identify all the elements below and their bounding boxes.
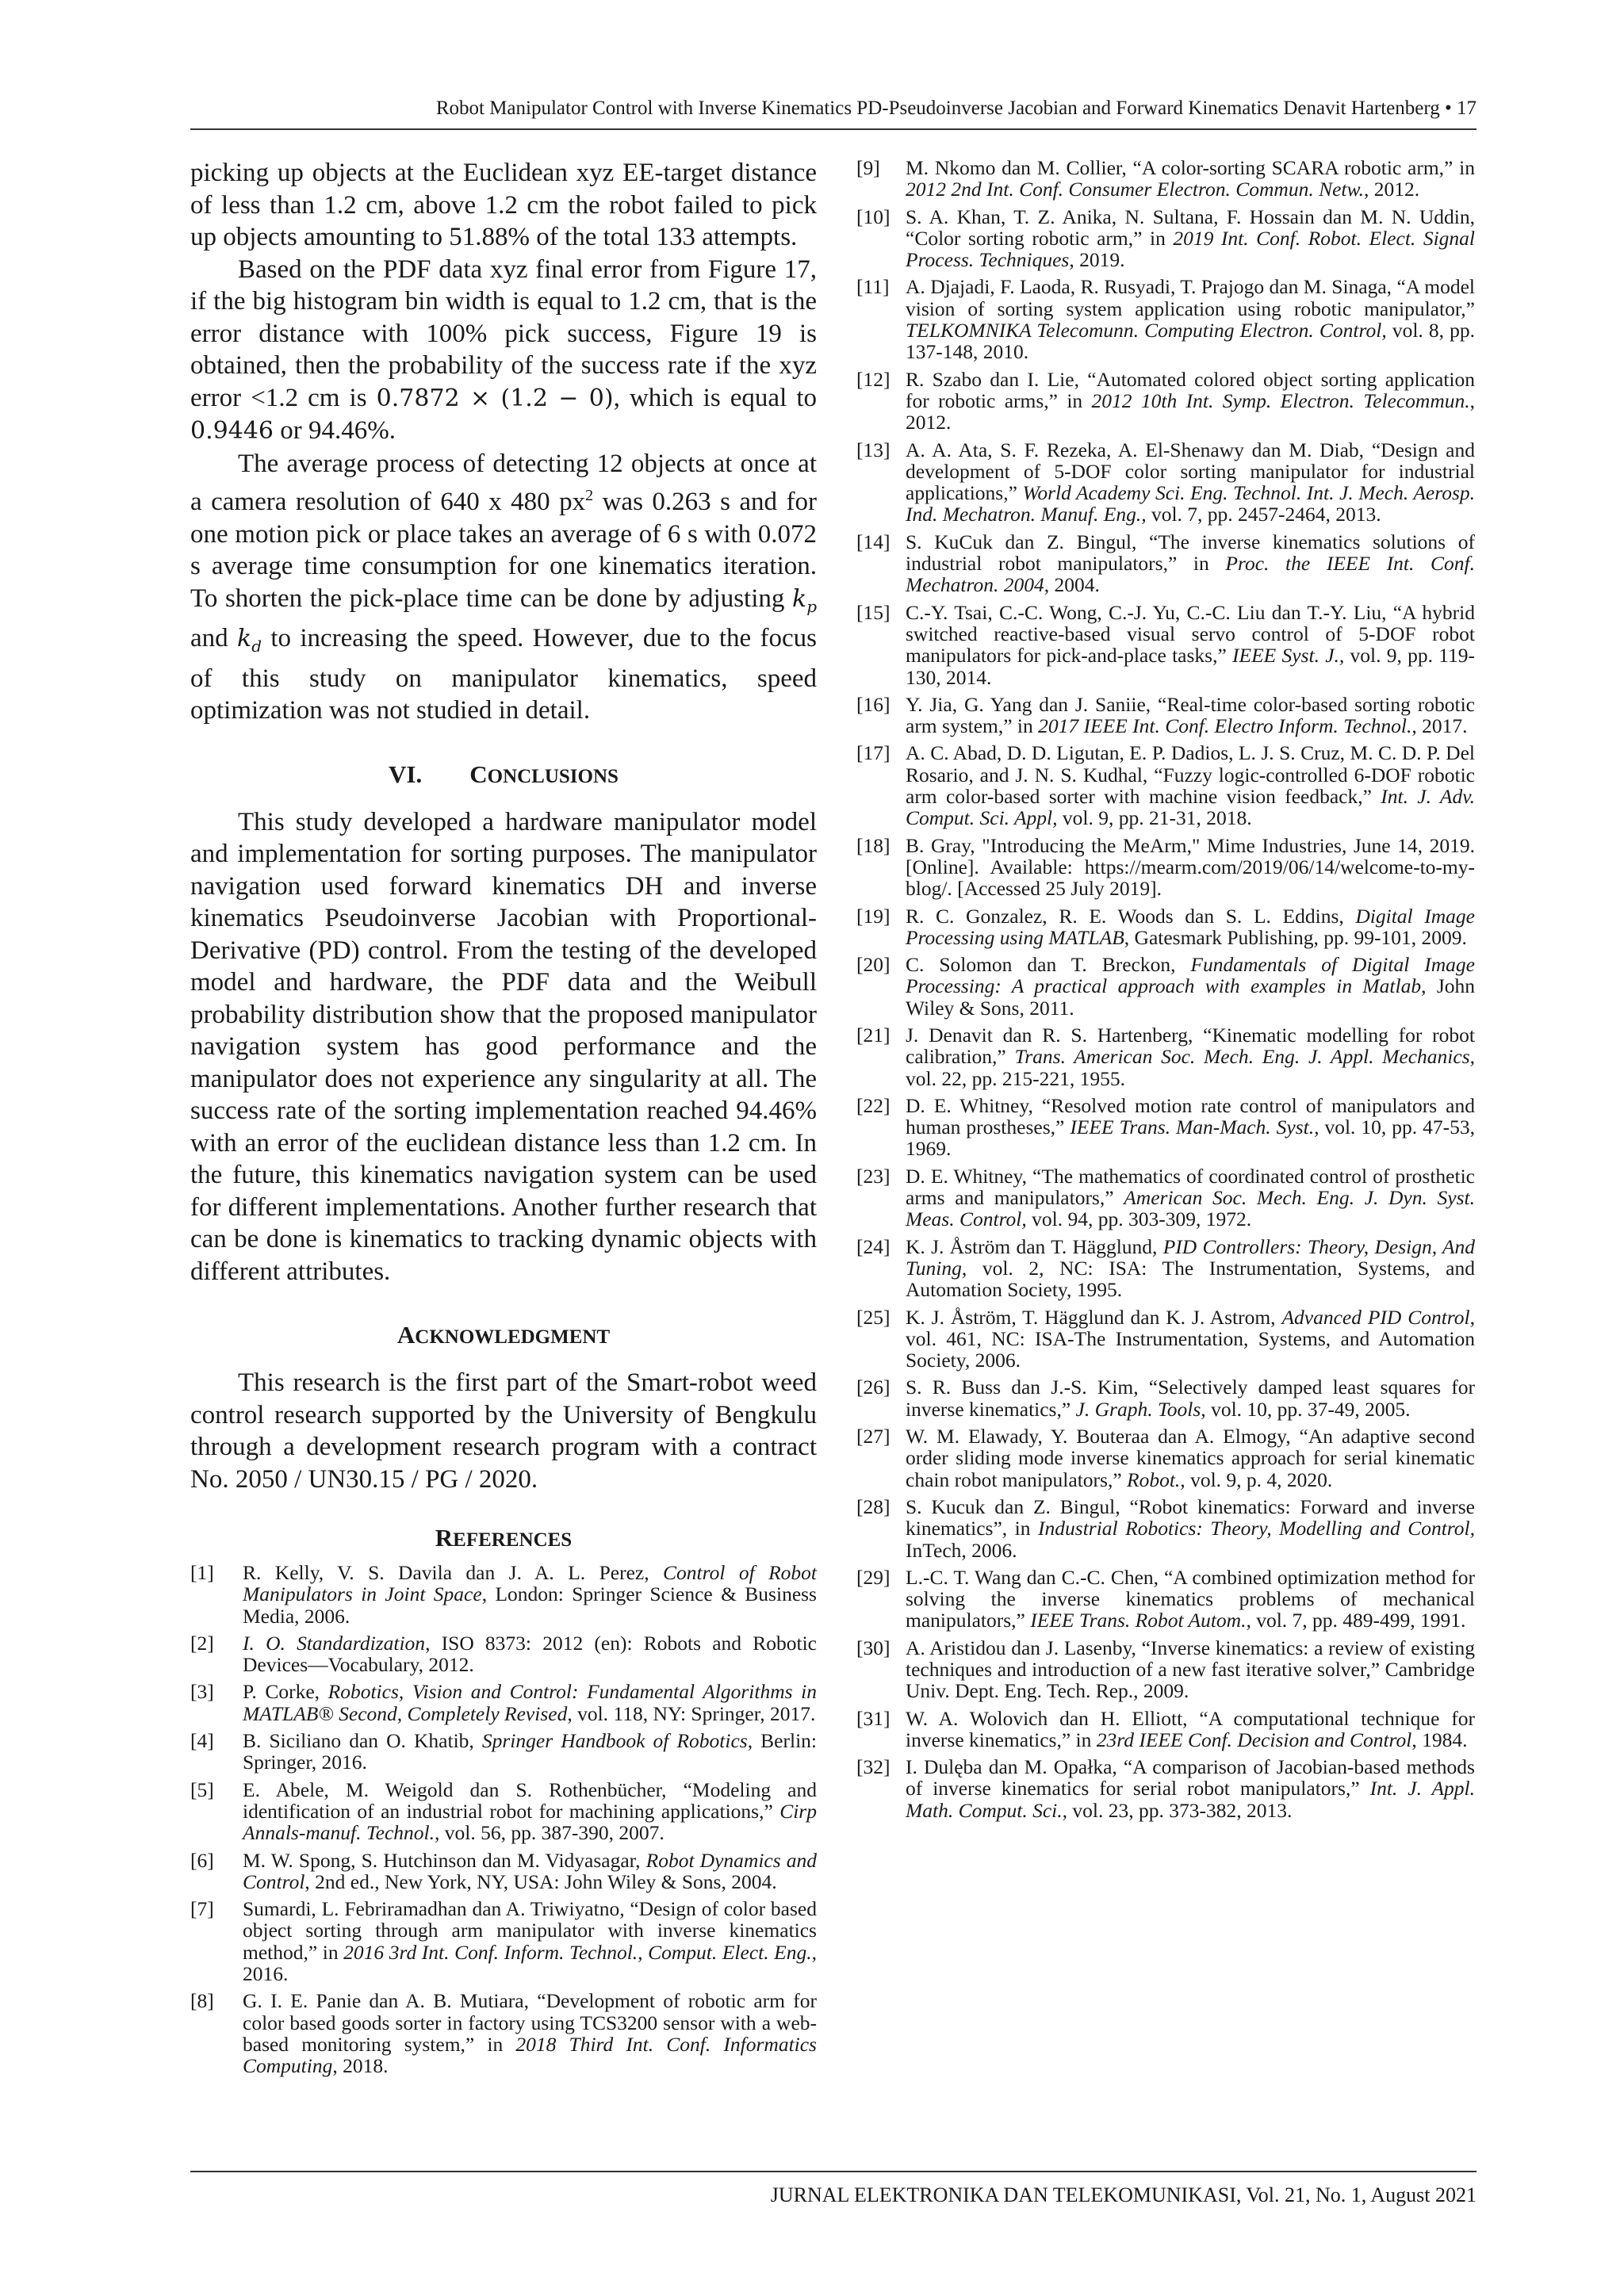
right-column (856, 157, 1475, 1827)
reference-text-italic: Int. J. Adv. Comput. Sci. Appl, (906, 785, 1476, 830)
reference-text-italic: J. Graph. Tools, (1075, 1397, 1206, 1421)
refs-title-rest: EFERENCES (453, 1529, 573, 1551)
reference-item (856, 1165, 1475, 1230)
reference-text (906, 1376, 1475, 1420)
reference-text-plain: A. Aristidou dan J. Lasenby, “Inverse kinematics: a review of existing techniques and introduction of a new fast iterative solver,” Cambridge Univ. Dept. Eng. Tech. Rep., 2009. (906, 1636, 1475, 1703)
reference-number: [29] (856, 1565, 891, 1589)
reference-text-plain: R. Kelly, V. S. Davila dan J. A. L. Perez, (243, 1561, 663, 1584)
reference-text-tail: , Berlin: Springer, 2016. (243, 1729, 817, 1774)
kd-symbol-sub: d (251, 637, 262, 656)
paragraph-2 (190, 254, 817, 448)
section-heading-conclusions (190, 760, 817, 789)
reference-text-tail: , 2004. (1044, 573, 1100, 597)
reference-text-plain: A. Djajadi, F. Laoda, R. Rusyadi, T. Prajogo dan M. Sinaga, “A model vision of sorting system application using robotic manipulator,” (906, 275, 1475, 320)
reference-text (243, 1850, 817, 1893)
reference-text-plain: K. J. Åström dan T. Hägglund, (906, 1234, 1163, 1258)
reference-text (906, 1024, 1475, 1089)
reference-text (243, 1779, 817, 1844)
reference-item (856, 602, 1475, 688)
reference-text (906, 1496, 1475, 1561)
paragraph-3-text-d: to increasing the speed. However, due to the focus of this study on manipulator kinematics, speed optimization was not studied in detail. (190, 624, 818, 725)
reference-text (906, 531, 1475, 596)
ack-title-rest: CKNOWLEDGMENT (415, 1326, 611, 1348)
reference-text-tail: , 2012. (1363, 178, 1420, 201)
paragraph-3-text-c: and (190, 624, 237, 652)
reference-text (906, 206, 1475, 271)
superscript-2: 2 (585, 487, 594, 504)
reference-text-italic: 2016 3rd Int. Conf. Inform. Technol., Comput. Elect. Eng. (343, 1940, 812, 1964)
reference-text-plain: S. A. Khan, T. Z. Anika, N. Sultana, F. Hossain dan M. N. Uddin, “Color sorting robotic arm,” in (906, 205, 1475, 250)
reference-text-plain: E. Abele, M. Weigold dan S. Rothenbücher, “Modeling and identification of an industrial robot for machining applications,” (243, 1777, 817, 1823)
reference-item (856, 1425, 1475, 1490)
reference-text-tail: , 2016. (243, 1940, 818, 1986)
kd-symbol (237, 625, 262, 656)
reference-text-plain: G. I. E. Panie dan A. B. Mutiara, “Development of robotic arm for color based goods sorter in factory using TCS3200 sensor with a web-based monitoring system,” in (243, 1989, 817, 2056)
reference-text-italic: IEEE Syst. J., (1232, 644, 1345, 668)
paragraph-2-text-a: Based on the PDF data xyz final error from Figure 17, if the big histogram bin width is equal to 1.2 cm, that is the error distance with 100% pick success, Figure 19 is obtained, then the probability of the success rate if the xyz error <1.2 cm is (190, 254, 817, 412)
reference-text (243, 1990, 817, 2076)
kp-symbol-k: k (792, 584, 807, 613)
formula-success-probability: 0.7872 × (1.2 − 0) (376, 384, 614, 412)
reference-text-tail: , John Wiley & Sons, 2011. (906, 974, 1475, 1020)
reference-text-italic: I. O. Standardization (243, 1631, 426, 1655)
reference-text-italic: Industrial Robotics: Theory, Modelling and Control, (1038, 1517, 1475, 1540)
reference-item (856, 1376, 1475, 1420)
reference-text-tail: vol. 94, pp. 303-309, 1972. (1026, 1207, 1252, 1231)
paragraph-acknowledgment: This research is the first part of the Smart-robot weed control research supported by the University of Bengkulu through a development research program with a contract No. 2050 / UN30.15 / PG / 2020. (190, 1368, 817, 1494)
reference-number: [19] (856, 904, 891, 928)
reference-item (856, 1307, 1475, 1372)
reference-number: [12] (856, 367, 891, 391)
paragraph-2-text-b: , which is equal to (613, 383, 817, 412)
reference-text-italic: PID Controllers: Theory, Design, And Tuning (906, 1234, 1475, 1280)
reference-text-plain: S. R. Buss dan J.-S. Kim, “Selectively damped least squares for inverse kinematics,” (906, 1376, 1475, 1421)
reference-text-italic: 2017 IEEE Int. Conf. Electro Inform. Technol. (1038, 714, 1412, 738)
reference-item (856, 1496, 1475, 1561)
reference-item (856, 439, 1475, 526)
reference-text (906, 1236, 1475, 1301)
reference-text (906, 954, 1475, 1019)
reference-text-italic: TELKOMNIKA Telecomunn. Computing Electron. Control, (906, 319, 1387, 342)
reference-item (856, 694, 1475, 737)
reference-text-tail: vol. 9, p. 4, 2020. (1185, 1468, 1333, 1491)
reference-item (190, 1562, 817, 1627)
reference-text-italic: IEEE Trans. Robot Autom., (1030, 1609, 1251, 1632)
reference-text-italic: World Academy Sci. Eng. Technol. Int. J. Mech. Aerosp. Ind. Mechatron. Manuf. Eng., (906, 481, 1475, 526)
reference-number: [15] (856, 600, 891, 624)
reference-number: [26] (856, 1376, 891, 1399)
section-title-cap: C (469, 760, 488, 788)
reference-text-tail: , 2018. (332, 2054, 389, 2078)
reference-number: [4] (190, 1729, 214, 1753)
reference-text-tail: vol. 56, pp. 387-390, 2007. (439, 1821, 665, 1845)
reference-text-plain: C. Solomon dan T. Breckon, (906, 953, 1191, 977)
reference-text-tail: vol. 10, pp. 37-49, 2005. (1205, 1397, 1411, 1421)
reference-text (243, 1681, 817, 1724)
reference-item (856, 905, 1475, 949)
reference-text-plain: C.-Y. Tsai, C.-C. Wong, C.-J. Yu, C.-C. Liu dan T.-Y. Liu, “A hybrid switched reactive-based visual servo control of 5-DOF robot manipulators for pick-and-place tasks,” (906, 600, 1475, 668)
reference-text-tail: , vol. 2, NC: ISA: The Instrumentation, Systems, and Automation Society, 1995. (906, 1256, 1475, 1302)
reference-number: [18] (856, 833, 891, 857)
reference-text-tail: vol. 7, pp. 2457-2464, 2013. (1146, 503, 1381, 526)
reference-number: [16] (856, 692, 891, 716)
kd-symbol-k: k (237, 625, 252, 652)
reference-item (190, 1681, 817, 1724)
reference-text-plain: W. M. Elawady, Y. Bouteraa dan A. Elmogy, “An adaptive second order sliding mode inverse kinematics approach for serial kinematic chain robot manipulators,” (906, 1425, 1475, 1491)
reference-text-tail: , London: Springer Science & Business Media, 2006. (243, 1582, 817, 1628)
reference-number: [10] (856, 205, 891, 228)
paragraph-3-text-a: The average process of detecting 12 objects at once at a camera resolution of 640 x 480 px (190, 449, 817, 516)
reference-text (906, 1637, 1475, 1702)
reference-item (856, 531, 1475, 596)
reference-text (243, 1730, 817, 1774)
reference-text-tail: , 2012. (906, 388, 1475, 434)
reference-text-italic: Trans. American Soc. Mech. Eng. J. Appl. Mechanics, (1014, 1045, 1475, 1069)
reference-text (906, 439, 1475, 526)
reference-number: [7] (190, 1897, 214, 1921)
reference-text-plain: A. C. Abad, D. D. Ligutan, E. P. Dadios, L. J. S. Cruz, M. C. D. P. Del Rosario, and J. N. S. Kudhal, “Fuzzy logic-controlled 6-DOF robotic arm color-based sorter with machine vision feedback,” (906, 741, 1475, 809)
reference-text-plain: M. Nkomo dan M. Collier, “A color-sorting SCARA robotic arm,” in (906, 156, 1475, 179)
reference-text (906, 276, 1475, 362)
reference-item (856, 206, 1475, 271)
reference-item (190, 1990, 817, 2076)
reference-number: [31] (856, 1706, 891, 1730)
reference-text (906, 1165, 1475, 1230)
reference-text-plain: R. Szabo dan I. Lie, “Automated colored object sorting application for robotic arms,” in (906, 367, 1475, 412)
reference-text-plain: B. Siciliano dan O. Khatib, (243, 1729, 482, 1753)
reference-text-tail: vol. 8, pp. 137-148, 2010. (906, 319, 1475, 364)
reference-text (906, 1307, 1475, 1372)
reference-text (906, 1425, 1475, 1490)
section-heading-acknowledgment (190, 1321, 817, 1349)
reference-number: [14] (856, 530, 891, 553)
journal-footer: JURNAL ELEKTRONIKA DAN TELEKOMUNIKASI, Vol. 21, No. 1, August 2021 (770, 2183, 1477, 2206)
reference-text-italic: Fundamentals of Digital Image Processing: A practical approach with examples in Matlab (906, 953, 1475, 998)
header-rule (190, 128, 1477, 130)
reference-number: [3] (190, 1680, 214, 1704)
reference-number: [25] (856, 1305, 891, 1329)
reference-text-italic: Control of Robot Manipulators in Joint Space (243, 1561, 817, 1606)
reference-text (906, 905, 1475, 949)
reference-text-tail: , 2019. (1069, 248, 1125, 272)
running-header: Robot Manipulator Control with Inverse Kinematics PD-Pseudoinverse Jacobian and Forward Kinematics Denavit Hartenberg • 17 (435, 98, 1477, 119)
refs-title-cap: R (435, 1524, 454, 1552)
reference-item (856, 1236, 1475, 1301)
reference-text-italic: Cirp Annals-manuf. Technol., (243, 1799, 817, 1845)
reference-text (243, 1632, 817, 1676)
reference-text-tail: , 2017. (1411, 714, 1468, 738)
reference-text-tail: vol. 23, pp. 373-382, 2013. (1067, 1798, 1293, 1822)
reference-text (906, 157, 1475, 201)
reference-text-tail: , ISO 8373: 2012 (en): Robots and Robotic Devices—Vocabulary, 2012. (243, 1631, 817, 1677)
reference-item (190, 1632, 817, 1676)
reference-text-italic: American Soc. Mech. Eng. J. Dyn. Syst. Meas. Control, (906, 1186, 1475, 1231)
paragraph-1: picking up objects at the Euclidean xyz EE-target distance of less than 1.2 cm, above 1.2 cm the robot failed to pick up objects amounting to 51.88% of the total 133 attempts. (190, 159, 817, 251)
reference-text-plain: P. Corke, (243, 1680, 328, 1704)
reference-number: [2] (190, 1631, 214, 1655)
kp-symbol (792, 584, 817, 616)
reference-number: [27] (856, 1425, 891, 1448)
reference-text (243, 1562, 817, 1627)
reference-text-italic: 2019 Int. Conf. Robot. Elect. Signal Process. Techniques (906, 226, 1475, 272)
reference-item (856, 369, 1475, 434)
reference-number: [21] (856, 1023, 891, 1047)
left-column (190, 157, 817, 2083)
reference-text-tail: vol. 22, pp. 215-221, 1955. (906, 1066, 1125, 1090)
reference-number: [1] (190, 1561, 214, 1584)
reference-text-plain: M. W. Spong, S. Hutchinson dan M. Vidyasagar, (243, 1848, 646, 1872)
reference-item (856, 1095, 1475, 1160)
reference-text-tail: vol. 9, pp. 21-31, 2018. (1057, 806, 1252, 830)
reference-text-italic: Proc. the IEEE Int. Conf. Mechatron. 2004 (906, 552, 1475, 597)
reference-text (906, 835, 1475, 900)
reference-text-plain: D. E. Whitney, “The mathematics of coordinated control of prosthetic arms and manipulators,” (906, 1164, 1475, 1210)
reference-text-italic: Int. J. Appl. Math. Comput. Sci., (906, 1777, 1475, 1822)
section-title-rest: ONCLUSIONS (487, 765, 619, 787)
kp-symbol-sub: p (806, 596, 817, 616)
reference-item (856, 1567, 1475, 1632)
reference-text-italic: Springer Handbook of Robotics (481, 1729, 748, 1753)
reference-text-plain: D. E. Whitney, “Resolved motion rate control of manipulators and human prostheses,” (906, 1093, 1475, 1139)
reference-text-plain: K. J. Åström, T. Hägglund dan K. J. Astrom, (906, 1305, 1282, 1329)
reference-item (856, 1708, 1475, 1751)
paragraph-2-text-c: or 94.46%. (273, 416, 396, 445)
reference-number: [17] (856, 741, 891, 765)
footer-rule (190, 2171, 1477, 2172)
reference-text-italic: Robot Dynamics and Control (243, 1848, 818, 1893)
paragraph-3-text-b: was 0.263 s and for one motion pick or place takes an average of 6 s with 0.072 s average time consumption for one kinematics iteration. To shorten the pick-place time can be done by adjusting (190, 488, 817, 613)
reference-text-italic: Digital Image Processing using MATLAB (906, 904, 1475, 949)
reference-text-tail: vol. 7, pp. 489-499, 1991. (1251, 1609, 1466, 1632)
reference-item (856, 1024, 1475, 1089)
reference-text-tail: , 2nd ed., New York, NY, USA: John Wiley & Sons, 2004. (304, 1869, 777, 1893)
reference-item (190, 1779, 817, 1844)
reference-text-italic: Robotics, Vision and Control: Fundamental Algorithms in MATLAB® Second, Completely Revised (243, 1680, 817, 1725)
reference-text-italic: 23rd IEEE Conf. Decision and Control (1096, 1728, 1412, 1751)
reference-text-plain: W. A. Wolovich dan H. Elliott, “A computational technique for inverse kinematics,” in (906, 1706, 1475, 1751)
reference-text (906, 1756, 1475, 1821)
reference-text-tail: , 1984. (1411, 1728, 1468, 1751)
reference-number: [24] (856, 1234, 891, 1258)
reference-text (906, 1095, 1475, 1160)
reference-text-tail: , vol. 118, NY: Springer, 2017. (567, 1701, 816, 1725)
reference-text (906, 742, 1475, 828)
reference-list-left (190, 1562, 817, 2077)
formula-result: 0.9446 (190, 417, 274, 445)
reference-text-plain: I. Dulęba dan M. Opałka, “A comparison of Jacobian-based methods of inverse kinematics for serial robot manipulators,” (906, 1755, 1475, 1800)
reference-text-italic: 2012 10th Int. Symp. Electron. Telecommun. (1091, 388, 1470, 412)
reference-text-italic: 2018 Third Int. Conf. Informatics Computing (243, 2032, 817, 2078)
reference-number: [28] (856, 1494, 891, 1518)
reference-text (906, 1567, 1475, 1632)
reference-text-plain: Y. Jia, G. Yang dan J. Saniie, “Real-time color-based sorting robotic arm system,” in (906, 692, 1475, 738)
reference-text-plain: Sumardi, L. Febriramadhan dan A. Triwiyatno, “Design of color based object sorting through arm manipulator with inverse kinematics method,” in (243, 1897, 817, 1964)
reference-text-italic: Advanced PID Control (1281, 1305, 1470, 1329)
reference-number: [22] (856, 1093, 891, 1117)
reference-text-tail: , vol. 461, NC: ISA-The Instrumentation, Systems, and Automation Society, 2006. (906, 1305, 1475, 1372)
reference-text-italic: 2012 2nd Int. Conf. Consumer Electron. Commun. Netw. (906, 178, 1364, 201)
section-number: VI. (389, 760, 423, 788)
reference-number: [9] (856, 156, 880, 179)
reference-number: [11] (856, 275, 890, 299)
reference-number: [30] (856, 1636, 891, 1659)
reference-item (856, 835, 1475, 900)
reference-text-italic: IEEE Trans. Man-Mach. Syst., (1070, 1115, 1320, 1139)
reference-text-plain: R. C. Gonzalez, R. E. Woods dan S. L. Eddins, (906, 904, 1356, 928)
reference-text (906, 602, 1475, 688)
reference-text-italic: Robot., (1127, 1468, 1185, 1491)
reference-text-plain: J. Denavit dan R. S. Hartenberg, “Kinematic modelling for robot calibration,” (906, 1023, 1475, 1069)
paragraph-3 (190, 448, 817, 727)
reference-text-tail: , Gatesmark Publishing, pp. 99-101, 2009. (1124, 925, 1467, 949)
section-heading-references (190, 1524, 817, 1552)
reference-item (190, 1850, 817, 1893)
reference-text-plain: S. Kucuk dan Z. Bingul, “Robot kinematics: Forward and inverse kinematics”, in (906, 1494, 1475, 1540)
reference-number: [23] (856, 1164, 891, 1188)
reference-item (856, 954, 1475, 1019)
reference-item (856, 157, 1475, 201)
reference-item (190, 1898, 817, 1984)
reference-text-tail: vol. 10, pp. 47-53, 1969. (906, 1115, 1475, 1161)
reference-item (856, 1756, 1475, 1821)
reference-text-tail: InTech, 2006. (906, 1538, 1017, 1562)
reference-item (856, 276, 1475, 362)
reference-text-plain: S. KuCuk dan Z. Bingul, “The inverse kinematics solutions of industrial robot manipulators,” in (906, 530, 1475, 576)
reference-text-plain: L.-C. T. Wang dan C.-C. Chen, “A combined optimization method for solving the inverse kinematics problems of mechanical manipulators,” (906, 1565, 1475, 1632)
reference-number: [32] (856, 1755, 891, 1779)
reference-item (190, 1730, 817, 1774)
reference-text (906, 694, 1475, 737)
reference-number: [13] (856, 438, 891, 461)
reference-number: [5] (190, 1777, 214, 1801)
reference-item (856, 742, 1475, 828)
reference-item (856, 1637, 1475, 1702)
reference-text (906, 369, 1475, 434)
reference-text-tail: vol. 9, pp. 119-130, 2014. (906, 644, 1475, 689)
reference-number: [8] (190, 1989, 214, 2013)
ack-title-cap: A (396, 1321, 416, 1349)
reference-text (243, 1898, 817, 1984)
reference-list-right (856, 157, 1475, 1821)
paragraph-conclusions: This study developed a hardware manipulator model and implementation for sorting purposes. The manipulator navigation used forward kinematics DH and inverse kinematics Pseudoinverse Jacobian with Proportional-Derivative (PD) control. From the testing of the developed model and hardware, the PDF data and the Weibull probability distribution show that the proposed manipulator navigation system has good performance and the manipulator does not experience any singularity at all. The success rate of the sorting implementation reached 94.46% with an error of the euclidean distance less than 1.2 cm. In the future, this kinematics navigation system can be used for different implementations. Another further research that can be done is kinematics to tracking dynamic objects with different attributes. (190, 807, 817, 1286)
reference-text (906, 1708, 1475, 1751)
reference-text-plain: B. Gray, "Introducing the MeArm," Mime Industries, June 14, 2019. [Online]. Available: https://mearm.com/2019/06/14/welcome-to-my-blog/. [Accessed 25 July 2019]. (906, 833, 1475, 901)
reference-text-plain: A. A. Ata, S. F. Rezeka, A. El-Shenawy dan M. Diab, “Design and development of 5-DOF color sorting manipulator for industrial applications,” (906, 438, 1475, 505)
reference-number: [6] (190, 1848, 214, 1872)
reference-number: [20] (856, 953, 891, 977)
